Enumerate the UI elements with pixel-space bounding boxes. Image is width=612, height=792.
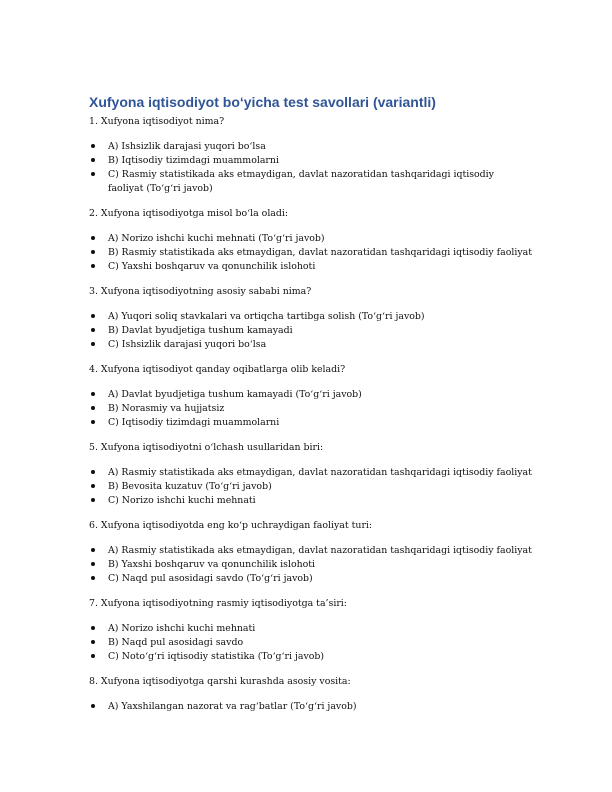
option-item	[0, 338, 612, 352]
bullet-icon	[91, 420, 95, 424]
option-item	[0, 260, 612, 274]
option-text: B) Iqtisodiy tizimdagi muammolarni	[108, 155, 279, 166]
bullet-icon	[91, 236, 95, 240]
bullet-icon	[91, 626, 95, 630]
option-text: C) Norizo ishchi kuchi mehnati	[108, 495, 256, 506]
bullet-icon	[91, 314, 95, 318]
option-text: A) Yaxshilangan nazorat va rag‘batlar (To‘g‘ri javob)	[108, 701, 357, 712]
option-item	[0, 650, 612, 664]
option-item	[0, 572, 612, 586]
option-item	[0, 416, 612, 430]
option-text: A) Norizo ishchi kuchi mehnati	[108, 623, 256, 634]
bullet-icon	[91, 264, 95, 268]
option-text: C) Iqtisodiy tizimdagi muammolarni	[108, 417, 280, 428]
document-title: Xufyona iqtisodiyot bo‘yicha test savollari (variantli)	[89, 94, 436, 110]
option-text: C) Ishsizlik darajasi yuqori bo‘lsa	[108, 339, 267, 350]
option-item	[0, 494, 612, 508]
bullet-icon	[91, 484, 95, 488]
bullet-icon	[91, 158, 95, 162]
option-item	[0, 622, 612, 636]
option-text: B) Norasmiy va hujjatsiz	[108, 403, 225, 414]
bullet-icon	[91, 470, 95, 474]
option-text: C) Naqd pul asosidagi savdo (To‘g‘ri javob)	[108, 573, 313, 584]
bullet-icon	[91, 654, 95, 658]
option-item	[0, 558, 612, 572]
option-text: B) Naqd pul asosidagi savdo	[108, 637, 244, 648]
option-item	[0, 700, 612, 714]
option-text: A) Ishsizlik darajasi yuqori bo‘lsa	[108, 141, 266, 152]
option-item	[0, 140, 612, 154]
question-text: 2. Xufyona iqtisodiyotga misol bo‘la oladi:	[89, 208, 289, 219]
option-item	[0, 402, 612, 416]
option-item	[0, 636, 612, 650]
bullet-icon	[91, 640, 95, 644]
option-text: A) Norizo ishchi kuchi mehnati (To‘g‘ri javob)	[108, 233, 325, 244]
bullet-icon	[91, 392, 95, 396]
bullet-icon	[91, 562, 95, 566]
question-text: 8. Xufyona iqtisodiyotga qarshi kurashda asosiy vosita:	[89, 676, 351, 687]
option-text: B) Bevosita kuzatuv (To‘g‘ri javob)	[108, 481, 272, 492]
option-text: A) Yuqori soliq stavkalari va ortiqcha tartibga solish (To‘g‘ri javob)	[108, 311, 425, 322]
option-text: A) Rasmiy statistikada aks etmaydigan, davlat nazoratidan tashqaridagi iqtisodiy faoliyat	[108, 467, 532, 478]
option-item	[0, 232, 612, 246]
option-item	[0, 154, 612, 168]
bullet-icon	[91, 406, 95, 410]
option-text: C) Yaxshi boshqaruv va qonunchilik islohoti	[108, 261, 316, 272]
option-item	[0, 310, 612, 324]
bullet-icon	[91, 548, 95, 552]
option-item	[0, 168, 612, 196]
option-text: C) Rasmiy statistikada aks etmaydigan, davlat nazoratidan tashqaridagi iqtisodiy faoliyat (To‘g‘ri javob)	[108, 169, 494, 194]
option-text: A) Rasmiy statistikada aks etmaydigan, davlat nazoratidan tashqaridagi iqtisodiy faoliyat	[108, 545, 532, 556]
bullet-icon	[91, 172, 95, 176]
option-item	[0, 388, 612, 402]
option-item	[0, 246, 612, 260]
option-item	[0, 544, 612, 558]
bullet-icon	[91, 342, 95, 346]
question-text: 3. Xufyona iqtisodiyotning asosiy sababi nima?	[89, 286, 312, 297]
bullet-icon	[91, 144, 95, 148]
bullet-icon	[91, 250, 95, 254]
bullet-icon	[91, 498, 95, 502]
question-text: 1. Xufyona iqtisodiyot nima?	[89, 116, 225, 127]
question-text: 7. Xufyona iqtisodiyotning rasmiy iqtisodiyotga ta’siri:	[89, 598, 347, 609]
question-text: 4. Xufyona iqtisodiyot qanday oqibatlarga olib keladi?	[89, 364, 346, 375]
option-item	[0, 480, 612, 494]
option-text: B) Rasmiy statistikada aks etmaydigan, davlat nazoratidan tashqaridagi iqtisodiy faoliyat	[108, 247, 533, 258]
bullet-icon	[91, 704, 95, 708]
option-item	[0, 324, 612, 338]
question-text: 5. Xufyona iqtisodiyotni o‘lchash usullaridan biri:	[89, 442, 324, 453]
option-text: B) Yaxshi boshqaruv va qonunchilik islohoti	[108, 559, 316, 570]
option-text: C) Noto‘g‘ri iqtisodiy statistika (To‘g‘ri javob)	[108, 651, 325, 662]
option-item	[0, 466, 612, 480]
option-text: A) Davlat byudjetiga tushum kamayadi (To‘g‘ri javob)	[108, 389, 362, 400]
bullet-icon	[91, 328, 95, 332]
question-text: 6. Xufyona iqtisodiyotda eng ko‘p uchraydigan faoliyat turi:	[89, 520, 373, 531]
option-text: B) Davlat byudjetiga tushum kamayadi	[108, 325, 293, 336]
bullet-icon	[91, 576, 95, 580]
